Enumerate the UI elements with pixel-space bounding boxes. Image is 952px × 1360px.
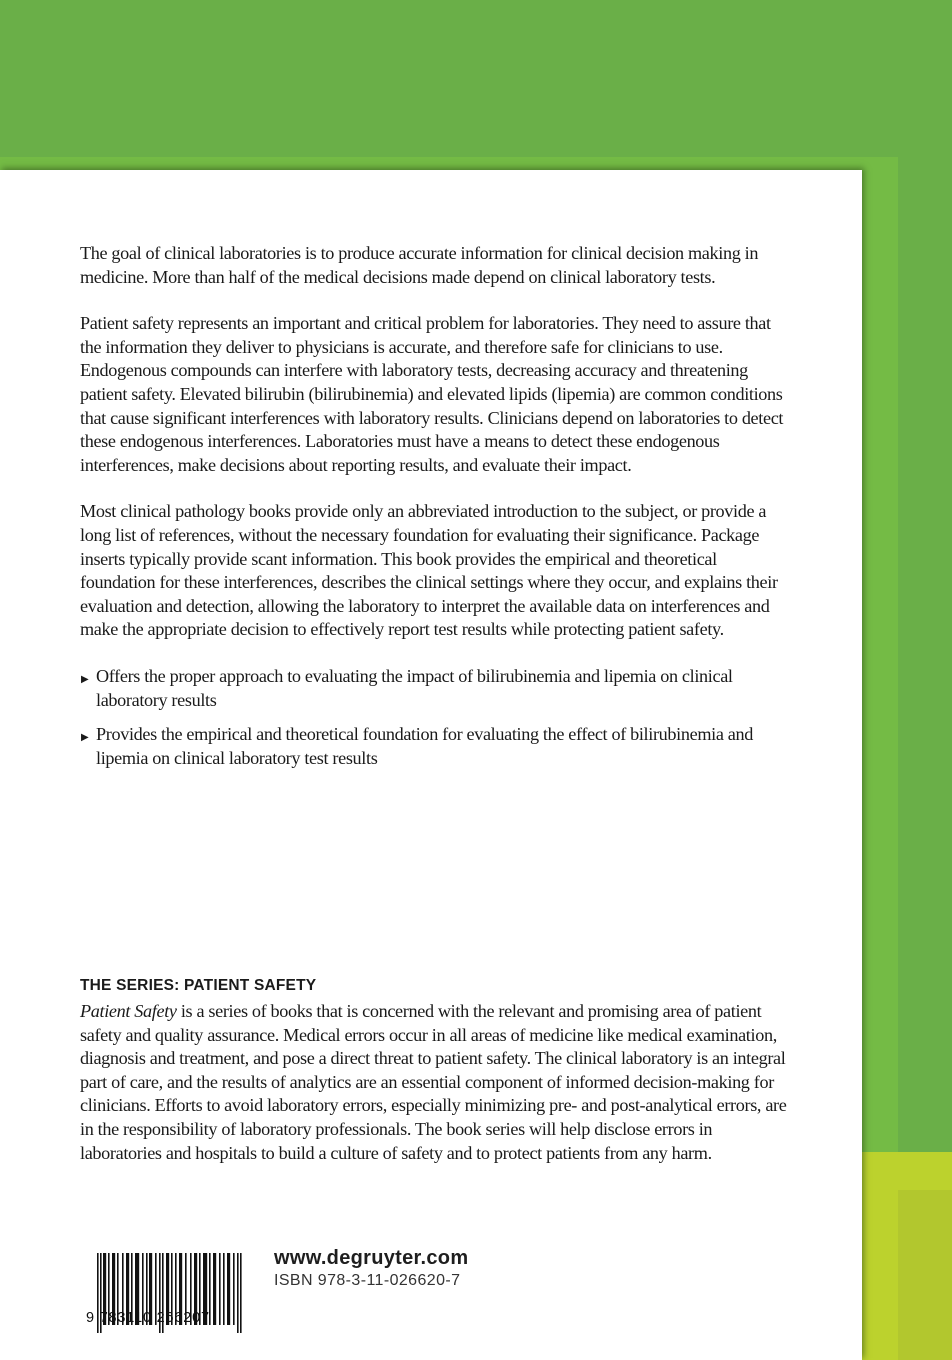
series-body-text: is a series of books that is concerned with the relevant and promising area of patient safety and quality assurance. Medical errors occur in all areas of medicine like medical examination, diagnosis and treatment, and pose a direct threat to patient safety. The clinical laboratory is an integral part of care, and the results of analytics are an essential component of informed decision-making for clinicians. Efforts to avoid laboratory errors, especially minimizing pre- and post-analytical errors, are in the responsibility of laboratory professionals. The book series will help disclose errors in laboratories and hospitals to build a culture of safety and to protect patients from any harm.	[80, 1001, 787, 1163]
description-paragraph: Patient safety represents an important and critical problem for laboratories. They need to assure that the information they deliver to physicians is accurate, and therefore safe for clinicians to use. Endogenous compounds can interfere with laboratory tests, decreasing accuracy and threatening patient safety. Elevated bilirubin (bilirubinemia) and elevated lipids (lipemia) are common conditions that cause significant interferences with laboratory results. Clinicians depend on laboratories to detect these endogenous interferences. Laboratories must have a means to detect these endogenous interferences, make decisions about reporting results, and evaluate their impact.	[80, 313, 784, 475]
series-heading: THE SERIES: PATIENT SAFETY	[80, 977, 317, 994]
triangle-bullet-icon: ▶	[81, 732, 89, 744]
feature-text: Offers the proper approach to evaluating the impact of bilirubinemia and lipemia on clinical laboratory results	[96, 665, 733, 710]
isbn-number: ISBN 978-3-11-026620-7	[274, 1272, 461, 1289]
triangle-bullet-icon: ▶	[81, 673, 89, 685]
cover-lime-band-top	[858, 1152, 952, 1190]
barcode-digits: 9 783110 266207	[86, 1310, 210, 1326]
back-cover-text-panel	[0, 170, 862, 1360]
description-paragraph: Most clinical pathology books provide only an abbreviated introduction to the subject, or provide a long list of references, without the necessary foundation for evaluating their significance. Package inserts typically provide scant information. This book provides the empirical and theoretical foundation for these interferences, describes the clinical settings where they occur, and explains their evaluation and detection, allowing the laboratory to interpret the available data on interferences and make the appropriate decision to effectively report test results while protecting patient safety.	[80, 501, 778, 640]
feature-item	[80, 723, 790, 770]
feature-text: Provides the empirical and theoretical foundation for evaluating the effect of bilirubinemia and lipemia on clinical laboratory test results	[96, 724, 753, 768]
series-description	[80, 1000, 790, 1165]
publisher-url-link[interactable]: www.degruyter.com	[274, 1247, 469, 1269]
publisher-info	[274, 1247, 468, 1290]
book-description	[80, 242, 790, 781]
series-title-italic: Patient Safety	[80, 1001, 177, 1021]
feature-item	[80, 665, 790, 712]
description-paragraph: The goal of clinical laboratories is to produce accurate information for clinical decision making in medicine. More than half of the medical decisions made depend on clinical laboratory tests.	[80, 243, 759, 287]
feature-list	[80, 665, 790, 770]
